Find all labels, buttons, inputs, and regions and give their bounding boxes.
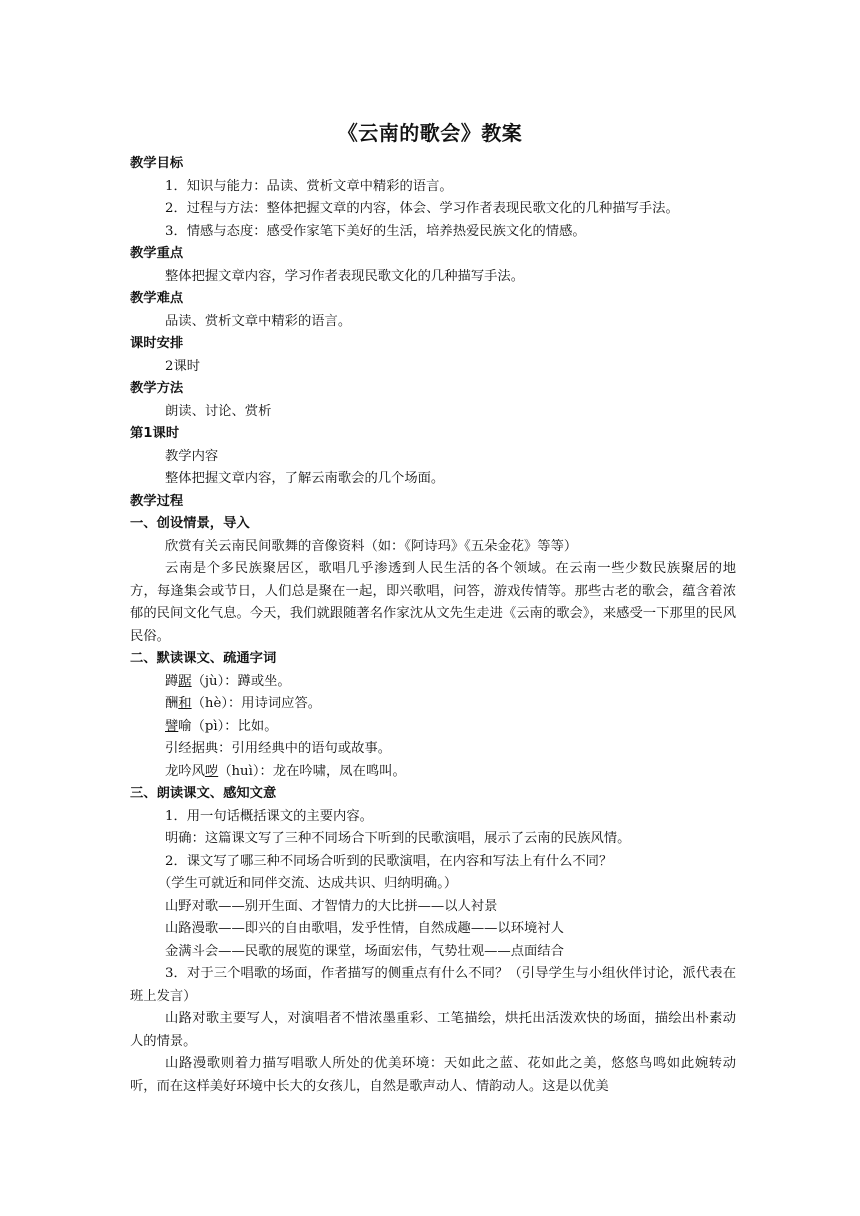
vocab-item: 譬喻（pì）：比如。 (165, 718, 278, 734)
section3-heading: 三、朗读课文、感知文意 (130, 786, 277, 801)
paragraph-a: 山路对歌主要写人，对演唱者不惜浓墨重彩、工笔描绘，烘托出活泼欢快的场面，描绘出朴素动人的情景。 (130, 1011, 736, 1049)
answer-1: 明确：这篇课文写了三种不同场合下听到的民歌演唱，展示了云南的民族风情。 (165, 831, 631, 846)
question-2: 2．课文写了哪三种不同场合听到的民歌演唱，在内容和写法上有什么不同？ (165, 853, 613, 869)
scene-3: 金满斗会——民歌的展览的课堂，场面宏伟，气势壮观——点面结合 (165, 943, 564, 959)
section1-para1: 欣赏有关云南民间歌舞的音像资料（如：《阿诗玛》《五朵金花》等等） (165, 538, 578, 554)
content-label: 教学内容 (165, 448, 219, 464)
question-1: 1．用一句话概括课文的主要内容。 (165, 808, 373, 824)
process-heading: 教学过程 (130, 493, 184, 509)
document-title: 《云南的歌会》教案 (337, 121, 523, 145)
document-body (130, 153, 736, 1098)
goal-heading: 教学目标 (130, 156, 184, 171)
section1-para2: 云南是个多民族聚居区，歌唱几乎渗透到人民生活的各个领域。在云南一些少数民族聚居的地方，每逢集会或节日，人们总是聚在一起，即兴歌唱，问答，游戏传情等。那些古老的歌会，蕴含着浓郁的民间文化气息。今天，我们就跟随著名作家沈从文先生走进《云南的歌会》，来感受一下那里的民风民俗。 (130, 561, 736, 644)
scene-1: 山野对歌——别开生面、才智情力的大比拼——以人衬景 (165, 898, 498, 914)
paragraph-b: 山路漫歌则着力描写唱歌人所处的优美环境：天如此之蓝、花如此之美，悠悠鸟鸣如此婉转动听，而在这样美好环境中长大的女孩儿，自然是歌声动人、情韵动人。这是以优美 (130, 1056, 736, 1094)
method-text: 朗读、讨论、赏析 (165, 403, 272, 419)
goal-item-3: 3．情感与态度：感受作家笔下美好的生活，培养热爱民族文化的情感。 (165, 223, 586, 239)
section2-heading: 二、默读课文、疏通字词 (130, 651, 277, 666)
content-text: 整体把握文章内容，了解云南歌会的几个场面。 (165, 471, 445, 486)
question-2-note: （学生可就近和同伴交流、达成共识、归纳明确。） (158, 876, 458, 891)
section1-heading: 一、创设情景，导入 (130, 516, 250, 531)
lesson1-heading: 第1课时 (130, 426, 180, 441)
vocab-item: 酬和（hè）：用诗词应答。 (165, 696, 322, 711)
question-3: 3．对于三个唱歌的场面，作者描写的侧重点有什么不同？（引导学生与小组伙伴讨论，派代表在班上发言） (130, 966, 736, 1004)
goal-item-1: 1．知识与能力：品读、赏析文章中精彩的语言。 (165, 178, 453, 194)
difficulty-heading: 教学难点 (130, 291, 184, 306)
vocab-item: 龙吟风哕（huì）：龙在吟啸，凤在鸣叫。 (165, 763, 406, 779)
hours-heading: 课时安排 (130, 336, 184, 351)
goal-item-2: 2．过程与方法：整体把握文章的内容，体会、学习作者表现民歌文化的几种描写手法。 (165, 201, 679, 216)
method-heading: 教学方法 (130, 381, 184, 396)
key-text: 整体把握文章内容，学习作者表现民歌文化的几种描写手法。 (165, 268, 525, 284)
vocab-item: 引经据典：引用经典中的语句或故事。 (165, 741, 392, 756)
scene-2: 山路漫歌——即兴的自由歌唱，发乎性情，自然成趣——以环境衬人 (165, 921, 564, 936)
key-heading: 教学重点 (130, 246, 184, 261)
hours-text: 2课时 (165, 358, 201, 374)
vocab-item: 蹲踞（jù）：蹲或坐。 (165, 673, 291, 689)
difficulty-text: 品读、赏析文章中精彩的语言。 (165, 313, 352, 329)
